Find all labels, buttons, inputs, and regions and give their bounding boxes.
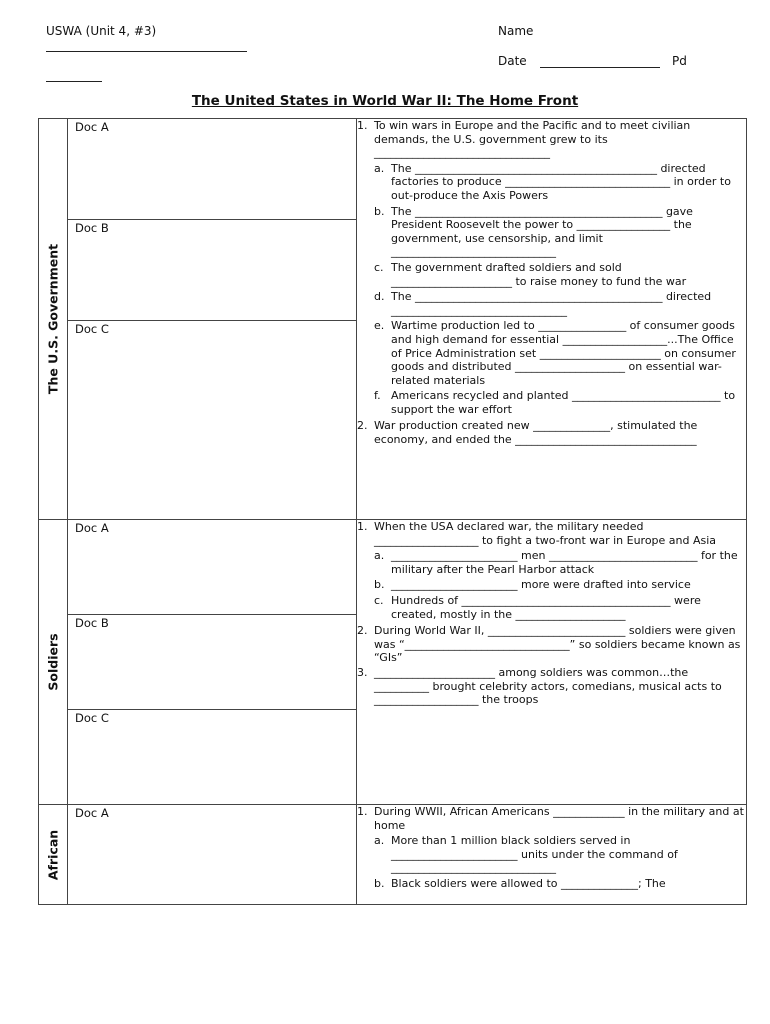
sub-question-text[interactable]: Hundreds of ______________________________________ were created, mostly in the ____________________ — [391, 593, 701, 621]
page-title: The United States in World War II: The Home Front — [191, 93, 579, 109]
question-text[interactable]: When the USA declared war, the military needed ___________________ to fight a two-front war in Europe and Asia — [374, 520, 717, 547]
question-text[interactable]: During World War II, _________________________ soldiers were given was “______________________________” so soldiers became known as “GIs” — [374, 624, 741, 665]
doc-box[interactable] — [68, 710, 356, 804]
sub-question-text[interactable]: More than 1 million black soldiers served in _______________________ units under the command of ______________________________ — [391, 834, 678, 875]
doc-box[interactable] — [68, 520, 356, 615]
pd-label: Pd — [672, 54, 687, 68]
doc-box[interactable] — [68, 321, 356, 519]
period-line-left[interactable] — [46, 81, 102, 82]
date-line[interactable] — [540, 67, 660, 68]
doc-box[interactable] — [68, 220, 356, 321]
doc-box[interactable] — [68, 615, 356, 710]
doc-box[interactable] — [68, 805, 356, 904]
section-side-cell — [39, 520, 68, 805]
sub-question: a. _______________________ men ___________________________ for the military after the Pearl Harbor attack — [374, 549, 746, 576]
doc-label: Doc A — [75, 120, 109, 134]
sub-question: b. _______________________ more were drafted into service — [374, 578, 746, 592]
sub-question: b. The _____________________________________________ gave President Roosevelt the power to _________________ the government, use censorship, and limit ______________________________ — [374, 205, 746, 259]
name-label: Name — [498, 24, 534, 38]
doc-label: Doc C — [75, 711, 109, 725]
sub-question-text[interactable]: _______________________ more were drafted into service — [391, 578, 691, 592]
question-text[interactable]: To win wars in Europe and the Pacific and to meet civilian demands, the U.S. government grew to its ________________________________ — [374, 119, 691, 160]
date-label: Date — [498, 54, 527, 68]
doc-notes-column — [68, 805, 357, 905]
sub-question: b. Black soldiers were allowed to ______________; The — [374, 877, 746, 891]
sub-question-text[interactable]: The ____________________________________________ directed factories to produce ______________________________ in order to out-produce the Axis Powers — [391, 161, 731, 202]
section-african — [39, 805, 747, 905]
questions-column — [357, 119, 747, 520]
sub-question: c. Hundreds of ______________________________________ were created, mostly in the ____________________ — [374, 594, 746, 621]
question: 2. During World War II, _________________________ soldiers were given was “______________________________” so soldiers became known as “GIs” — [357, 624, 746, 665]
questions-column — [357, 805, 747, 905]
question-text[interactable]: During WWII, African Americans _____________ in the military and at home — [374, 805, 744, 832]
sub-question-text[interactable]: Wartime production led to ________________ of consumer goods and high demand for essential ___________________...The Office of Price Administration set ______________________ on consumer goods and distributed ____________________ on essential war-related materials — [391, 319, 736, 387]
section-us-government — [39, 119, 747, 520]
sub-question-text[interactable]: _______________________ men ___________________________ for the military after the Pearl Harbor attack — [391, 549, 738, 576]
question: 2. War production created new ______________, stimulated the economy, and ended the _________________________________ — [357, 419, 746, 446]
section-label: The U.S. Government — [45, 243, 61, 395]
doc-label: Doc B — [75, 616, 109, 630]
worksheet-table — [38, 118, 747, 905]
sub-question: a. The ____________________________________________ directed factories to produce ______________________________ in order to out-produce the Axis Powers — [374, 162, 746, 203]
question-text[interactable]: ______________________ among soldiers was common…the __________ brought celebrity actors, comedians, musical acts to ___________________ the troops — [374, 665, 722, 707]
doc-notes-column — [68, 520, 357, 805]
sub-question-text[interactable]: The government drafted soldiers and sold ______________________ to raise money to fund the war — [391, 260, 687, 288]
sub-question-text[interactable]: Americans recycled and planted ___________________________ to support the war effort — [391, 389, 736, 416]
doc-notes-column — [68, 119, 357, 520]
sub-question: e. Wartime production led to ________________ of consumer goods and high demand for essential ___________________...The Office of Price Administration set ______________________ on consumer goods and distributed ____________________ on essential war-related materials — [374, 319, 746, 387]
question: 1. When the USA declared war, the military needed ___________________ to fight a two-front war in Europe and Asia a. _______________________ men ___________________________ for the military after the Pearl Harbor attack b. _______________________ more were drafted into service c. Hundreds of ______________________________________ were created, mostly in the ____________________ — [357, 520, 746, 623]
sub-question-text[interactable]: Black soldiers were allowed to ______________; The — [391, 876, 666, 890]
course-label: USWA (Unit 4, #3) — [46, 24, 157, 38]
section-label: Soldiers — [45, 633, 61, 691]
question: 1. To win wars in Europe and the Pacific and to meet civilian demands, the U.S. government grew to its ________________________________ a. The ____________________________________________ directed factories to produce ______________________________ in order to out-produce the Axis Powers b. The _____________________________________________ gave President Roosevelt the power to _________________ the government, use censorship, and limit ______________________________ c. The government drafted soldiers and sold ______________________ to raise money to fund the war d. The _____________________________________________ directed ________________________________ e. Wartime production led to ________________ of consumer goods and high demand for essential ___________________...The Office of Price Administration set ______________________ on consumer goods and distributed ____________________ on essential war-related materials f. Americans recycled and planted ___________________________ to support the war effort — [357, 119, 746, 418]
doc-label: Doc B — [75, 221, 109, 235]
sub-question: a. More than 1 million black soldiers served in _______________________ units under the command of ______________________________ — [374, 834, 746, 875]
sub-question-text[interactable]: The _____________________________________________ gave President Roosevelt the power to _________________ the government, use censorship, and limit ______________________________ — [391, 204, 693, 259]
section-soldiers — [39, 520, 747, 805]
section-side-cell — [39, 119, 68, 520]
sub-question-text[interactable]: The _____________________________________________ directed ________________________________ — [391, 290, 712, 317]
section-side-cell — [39, 805, 68, 905]
question: 3. ______________________ among soldiers was common…the __________ brought celebrity actors, comedians, musical acts to ___________________ the troops — [357, 666, 746, 707]
doc-box[interactable] — [68, 119, 356, 220]
question-text[interactable]: War production created new ______________, stimulated the economy, and ended the _________________________________ — [374, 419, 698, 447]
student-name-line[interactable] — [46, 51, 247, 52]
sub-question: f. Americans recycled and planted ___________________________ to support the war effort — [374, 389, 746, 416]
sub-question: c. The government drafted soldiers and sold ______________________ to raise money to fund the war — [374, 261, 746, 288]
doc-label: Doc A — [75, 806, 109, 820]
section-label: African — [45, 829, 61, 880]
doc-label: Doc C — [75, 322, 109, 336]
questions-column — [357, 520, 747, 805]
sub-question: d. The _____________________________________________ directed ________________________________ — [374, 290, 746, 317]
doc-label: Doc A — [75, 521, 109, 535]
question: 1. During WWII, African Americans _____________ in the military and at home a. More than 1 million black soldiers served in _______________________ units under the command of ______________________________ b. Black soldiers were allowed to ______________; The — [357, 805, 746, 893]
